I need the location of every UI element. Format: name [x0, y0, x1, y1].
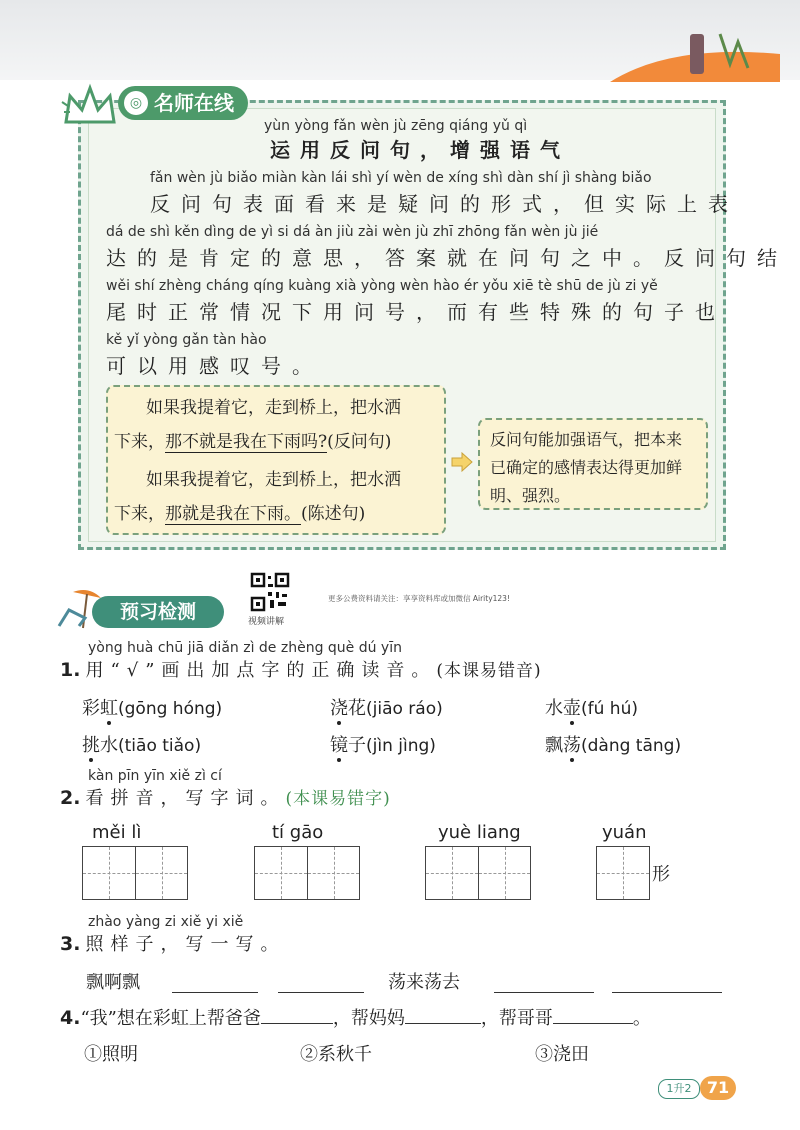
video-lecture-label: 视频讲解 — [248, 617, 285, 627]
example-line-4 — [108, 497, 444, 531]
q3-text: 照样子，写一写。 — [85, 934, 286, 955]
pinyin-options[interactable]: (tiāo tiǎo) — [118, 736, 202, 756]
beach-decoration-icon — [610, 24, 780, 82]
question-3 — [60, 930, 286, 956]
option-3: ③浇田 — [535, 1044, 589, 1065]
q1-number: 1. — [60, 659, 81, 681]
page-number: 71 — [700, 1076, 736, 1100]
line-pinyin-2: dá de shì kěn dìng de yì si dá àn jiù zài wèn jù zhī zhōng fǎn wèn jù jié — [106, 224, 599, 240]
q4-text-b: ，帮妈妈 — [332, 1008, 405, 1029]
word-pinyin: měi lì — [92, 822, 142, 843]
q2-pinyin: kàn pīn yīn xiě zì cí — [88, 768, 222, 784]
reading-item: 彩虹(gōng hóng) — [82, 698, 223, 719]
writing-grid[interactable] — [596, 846, 650, 900]
answer-blank[interactable] — [553, 1005, 633, 1024]
q4-text-a: “我”想在彩虹上帮爸爸 — [80, 1008, 261, 1029]
writing-grid[interactable] — [82, 846, 188, 900]
grade-tag: 1升2 — [658, 1079, 700, 1099]
promo-note: 更多公费资料请关注：享享资料库或加微信 Airity123! — [328, 594, 510, 603]
reading-item: 水壶(fú hú) — [545, 698, 638, 719]
example-box — [106, 385, 446, 535]
reading-item: 飘荡(dàng tāng) — [545, 735, 682, 756]
reading-item: 镜子(jìn jìng) — [330, 735, 436, 756]
arrow-right-icon — [450, 452, 474, 472]
statement-example: 那就是我在下雨。 — [165, 504, 301, 524]
q1-note: (本课易错音) — [436, 661, 542, 681]
answer-blank[interactable] — [278, 970, 364, 993]
example-line-2-post: (反问句) — [327, 432, 392, 452]
crown-icon — [60, 82, 120, 126]
line-text-4: 可以用感叹号。 — [106, 354, 323, 378]
line-pinyin-3: wěi shí zhèng cháng qíng kuàng xià yòng wèn hào ér yǒu xiē tè shū de jù zi yě — [106, 278, 658, 294]
question-2 — [60, 784, 391, 810]
example-line-2-pre: 下来， — [114, 432, 165, 452]
word-pinyin: yuè liang — [438, 822, 521, 843]
line-pinyin-1: fǎn wèn jù biǎo miàn kàn lái shì yí wèn de xíng shì dàn shí jì shàng biǎo — [150, 170, 652, 186]
option-2: ②系秋千 — [300, 1044, 372, 1065]
writing-grid[interactable] — [254, 846, 360, 900]
rhetorical-question-example: 那不就是我在下雨吗? — [165, 432, 328, 452]
q3-number: 3. — [60, 933, 81, 955]
line-text-1: 反问句表面看来是疑问的形式，但实际上表 — [150, 192, 739, 216]
pinyin-options[interactable]: (gōng hóng) — [118, 699, 223, 719]
pinyin-options[interactable]: (jiāo ráo) — [366, 699, 443, 719]
q2-text: 看拼音，写字词。 — [85, 788, 286, 809]
q2-number: 2. — [60, 787, 81, 809]
teacher-online-label: 名师在线 — [154, 91, 234, 115]
q4-text-c: ，帮哥哥 — [480, 1008, 553, 1029]
line-text-3: 尾时正常情况下用问号，而有些特殊的句子也 — [106, 300, 726, 324]
answer-blank[interactable] — [612, 970, 722, 993]
word-pinyin: yuán — [602, 822, 647, 843]
example-line-4-post: (陈述句) — [301, 504, 366, 524]
reading-item: 浇花(jiāo ráo) — [330, 698, 443, 719]
reading-item: 挑水(tiāo tiǎo) — [82, 735, 202, 756]
q3-example-1: 飘啊飘 — [86, 972, 140, 993]
line-pinyin-4: kě yǐ yòng gǎn tàn hào — [106, 332, 267, 348]
answer-blank[interactable] — [405, 1005, 481, 1024]
pinyin-options[interactable]: (dàng tāng) — [581, 736, 682, 756]
example-line-3: 如果我提着它，走到桥上，把水洒 — [146, 470, 401, 490]
word-pinyin: tí gāo — [272, 822, 324, 843]
example-line-1: 如果我提着它，走到桥上，把水洒 — [146, 398, 401, 418]
writing-grid[interactable] — [425, 846, 531, 900]
question-4 — [60, 1004, 651, 1030]
teacher-online-badge — [118, 86, 248, 120]
qr-code-icon[interactable] — [250, 572, 290, 612]
q3-example-2: 荡来荡去 — [388, 972, 460, 993]
q4-text-d: 。 — [632, 1008, 651, 1029]
summary-note: 反问句能加强语气，把本来已确定的感情表达得更加鲜明、强烈。 — [478, 418, 708, 510]
q1-text: 用“√”画出加点字的正确读音。 — [85, 660, 437, 681]
word-suffix: 形 — [652, 864, 670, 885]
example-line-4-pre: 下来， — [114, 504, 165, 524]
teacher-icon: ◎ — [124, 91, 148, 115]
q2-note: (本课易错字) — [285, 789, 391, 809]
option-1: ①照明 — [84, 1044, 138, 1065]
example-line-2 — [108, 425, 444, 459]
q3-pinyin: zhào yàng zi xiě yi xiě — [88, 914, 244, 930]
answer-blank[interactable] — [494, 970, 594, 993]
answer-blank[interactable] — [172, 970, 258, 993]
title-pinyin: yùn yòng fǎn wèn jù zēng qiáng yǔ qì — [264, 118, 528, 134]
answer-blank[interactable] — [261, 1005, 333, 1024]
line-text-2: 达的是肯定的意思，答案就在问句之中。反问句结 — [106, 246, 788, 270]
question-1 — [60, 656, 542, 682]
pinyin-options[interactable]: (jìn jìng) — [366, 736, 436, 756]
q1-pinyin: yòng huà chū jiā diǎn zì de zhèng què dú yīn — [88, 640, 402, 656]
pinyin-options[interactable]: (fú hú) — [581, 699, 638, 719]
preview-check-badge: 预习检测 — [92, 596, 224, 628]
q4-number: 4. — [60, 1007, 81, 1029]
section-title: 运用反问句，增强语气 — [270, 138, 570, 162]
